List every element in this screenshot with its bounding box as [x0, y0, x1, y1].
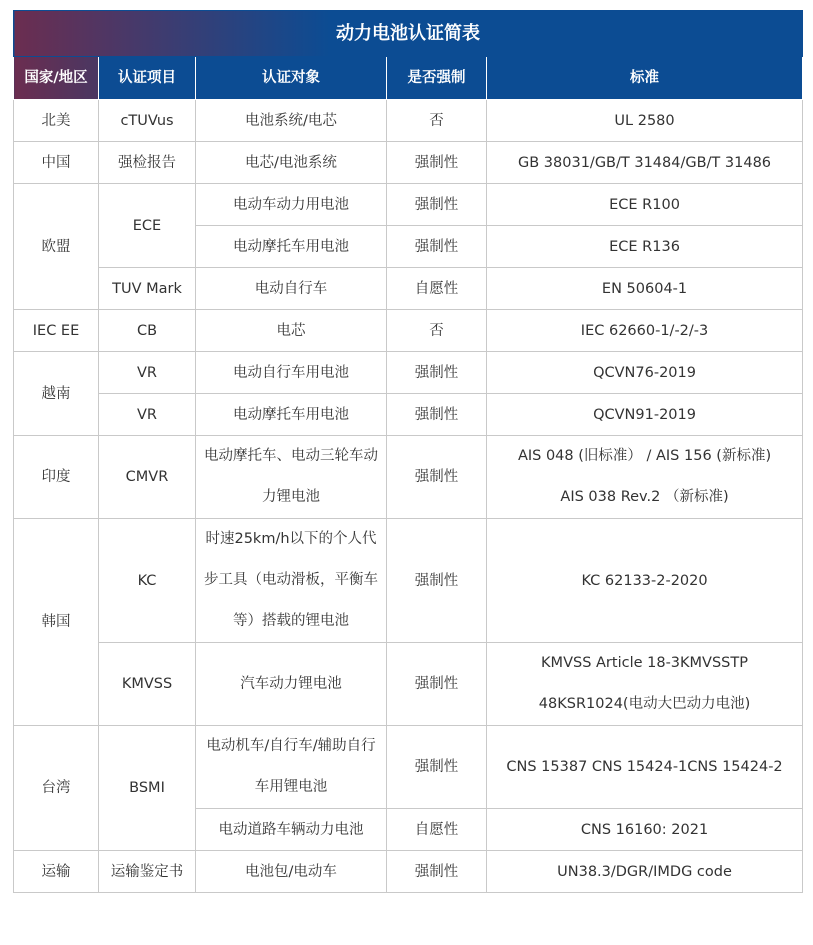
cell-standard: CNS 16160: 2021 [487, 809, 803, 851]
cell-cert-item: 运输鉴定书 [99, 851, 196, 893]
cell-region: 欧盟 [14, 184, 99, 310]
cell-mandatory: 否 [387, 100, 487, 142]
cell-standard: KC 62133-2-2020 [487, 519, 803, 643]
cell-mandatory: 强制性 [387, 184, 487, 226]
cell-cert-object: 电动摩托车、电动三轮车动力锂电池 [196, 436, 387, 519]
cell-standard: EN 50604-1 [487, 268, 803, 310]
cell-region: 台湾 [14, 726, 99, 851]
cell-cert-object: 电池包/电动车 [196, 851, 387, 893]
cell-region: 运输 [14, 851, 99, 893]
cell-cert-object: 电池系统/电芯 [196, 100, 387, 142]
table-title: 动力电池认证简表 [14, 11, 803, 57]
header-region: 国家/地区 [14, 57, 99, 100]
cell-cert-object: 电动自行车用电池 [196, 352, 387, 394]
cell-region: 印度 [14, 436, 99, 519]
table-row [14, 352, 803, 394]
cell-standard: GB 38031/GB/T 31484/GB/T 31486 [487, 142, 803, 184]
cell-cert-item: CMVR [99, 436, 196, 519]
cell-standard: QCVN76-2019 [487, 352, 803, 394]
cell-mandatory: 强制性 [387, 436, 487, 519]
cell-region: 越南 [14, 352, 99, 436]
cell-region: 韩国 [14, 519, 99, 726]
cell-cert-object: 汽车动力锂电池 [196, 643, 387, 726]
cell-cert-item: 强检报告 [99, 142, 196, 184]
cell-mandatory: 强制性 [387, 643, 487, 726]
table-row [14, 436, 803, 519]
header-cert-object: 认证对象 [196, 57, 387, 100]
cell-cert-item: CB [99, 310, 196, 352]
header-standard: 标准 [487, 57, 803, 100]
cell-cert-object: 电动摩托车用电池 [196, 226, 387, 268]
table-row [14, 851, 803, 893]
cell-mandatory: 强制性 [387, 394, 487, 436]
cell-region: 北美 [14, 100, 99, 142]
cell-standard: IEC 62660-1/-2/-3 [487, 310, 803, 352]
table-row [14, 394, 803, 436]
cell-standard: UL 2580 [487, 100, 803, 142]
cell-cert-object: 电动自行车 [196, 268, 387, 310]
table-row [14, 726, 803, 809]
cell-cert-item: BSMI [99, 726, 196, 851]
header-mandatory: 是否强制 [387, 57, 487, 100]
cell-cert-object: 电芯 [196, 310, 387, 352]
table-row [14, 142, 803, 184]
cell-standard: KMVSS Article 18-3KMVSSTP 48KSR1024(电动大巴动力电池) [487, 643, 803, 726]
cell-standard: ECE R136 [487, 226, 803, 268]
cell-region: 中国 [14, 142, 99, 184]
cell-mandatory: 强制性 [387, 142, 487, 184]
header-cert-item: 认证项目 [99, 57, 196, 100]
cell-region: IEC EE [14, 310, 99, 352]
table-row [14, 268, 803, 310]
cell-cert-item: cTUVus [99, 100, 196, 142]
certification-table [13, 10, 803, 893]
cell-standard: AIS 048 (旧标准） / AIS 156 (新标准) AIS 038 Rev.2 （新标准) [487, 436, 803, 519]
table-row [14, 310, 803, 352]
table-row [14, 100, 803, 142]
table-row [14, 184, 803, 226]
cell-mandatory: 强制性 [387, 726, 487, 809]
cell-cert-item: VR [99, 352, 196, 394]
cell-cert-object: 电动车动力用电池 [196, 184, 387, 226]
cell-cert-item: ECE [99, 184, 196, 268]
cell-cert-item: KMVSS [99, 643, 196, 726]
certification-table-container [13, 10, 802, 893]
cell-cert-object: 电动机车/自行车/辅助自行车用锂电池 [196, 726, 387, 809]
cell-standard: QCVN91-2019 [487, 394, 803, 436]
cell-mandatory: 自愿性 [387, 268, 487, 310]
cell-mandatory: 强制性 [387, 851, 487, 893]
cell-cert-object: 电芯/电池系统 [196, 142, 387, 184]
cell-cert-item: VR [99, 394, 196, 436]
cell-standard: UN38.3/DGR/IMDG code [487, 851, 803, 893]
cell-standard: CNS 15387 CNS 15424-1CNS 15424-2 [487, 726, 803, 809]
cell-mandatory: 强制性 [387, 226, 487, 268]
table-row [14, 519, 803, 643]
cell-mandatory: 否 [387, 310, 487, 352]
table-row [14, 643, 803, 726]
cell-cert-object: 电动摩托车用电池 [196, 394, 387, 436]
cell-mandatory: 强制性 [387, 519, 487, 643]
cell-cert-item: KC [99, 519, 196, 643]
cell-mandatory: 强制性 [387, 352, 487, 394]
cell-cert-object: 时速25km/h以下的个人代步工具（电动滑板，平衡车等）搭载的锂电池 [196, 519, 387, 643]
cell-mandatory: 自愿性 [387, 809, 487, 851]
cell-standard: ECE R100 [487, 184, 803, 226]
cell-cert-object: 电动道路车辆动力电池 [196, 809, 387, 851]
cell-cert-item: TUV Mark [99, 268, 196, 310]
